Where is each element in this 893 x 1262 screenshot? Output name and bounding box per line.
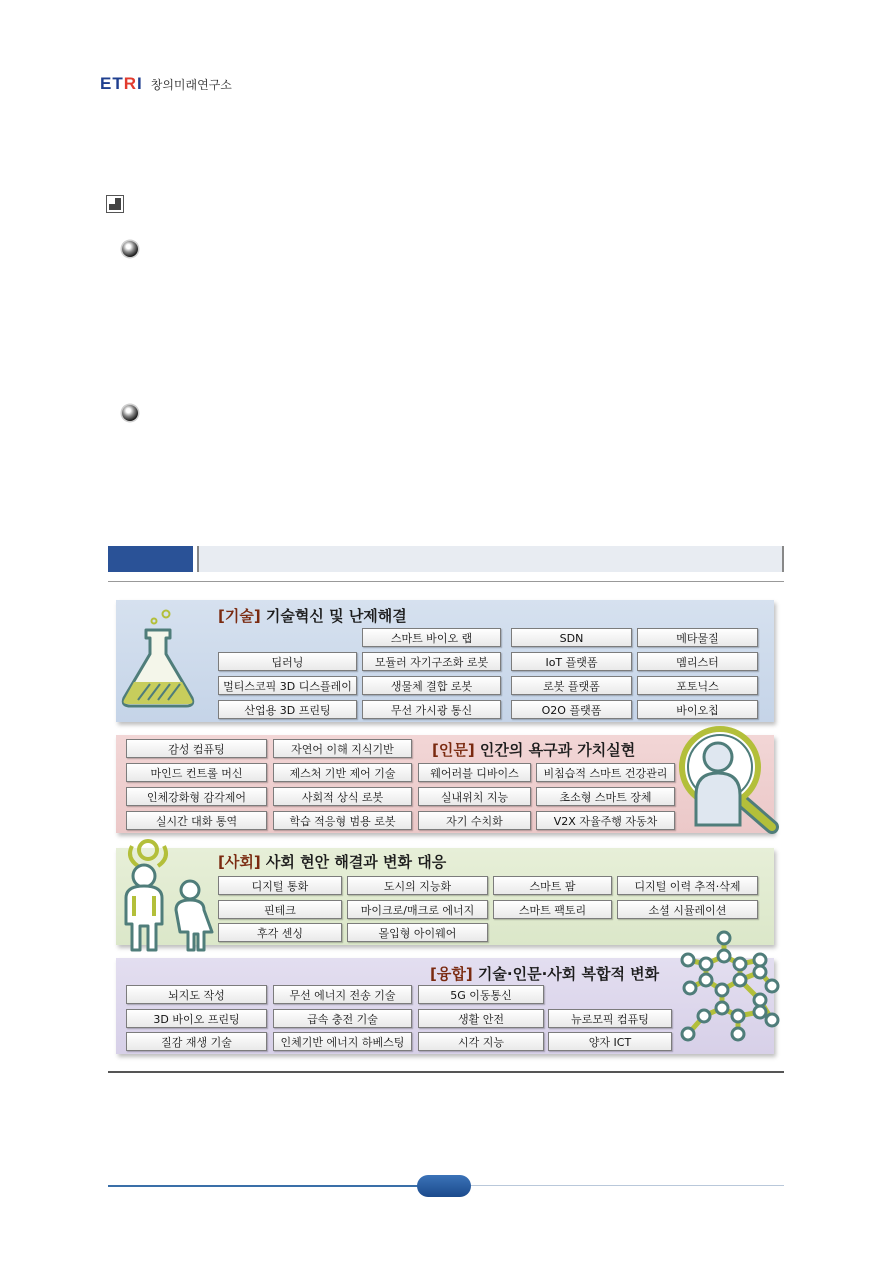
keyword-box: 실시간 대화 통역 [126, 811, 267, 830]
society-panel-title: [사회] 사회 현안 해결과 변화 대응 [218, 853, 447, 871]
keyword-box: 질감 재생 기술 [126, 1032, 267, 1051]
figure-bottom-rule [108, 1071, 784, 1073]
humanities-panel-title: [인문] 인간의 욕구과 가치실현 [432, 741, 636, 759]
keyword-box: 모듈러 자기구조화 로봇 [362, 652, 501, 671]
magnifier-person-icon [672, 723, 782, 835]
keyword-box: 마이크로/매크로 에너지 [347, 900, 488, 919]
logo-mark: ETRI [100, 74, 143, 93]
keyword-box: 산업용 3D 프린팅 [218, 700, 357, 719]
flask-icon [116, 608, 200, 712]
keyword-box: 로봇 플랫폼 [511, 676, 632, 695]
keyword-box: 제스처 기반 제어 기술 [273, 763, 412, 782]
keyword-box: 스마트 바이오 랩 [362, 628, 501, 647]
keyword-box: 감성 컴퓨팅 [126, 739, 267, 758]
keyword-box: 무선 에너지 전송 기술 [273, 985, 412, 1004]
keyword-box: 멀티스코픽 3D 디스플레이 [218, 676, 357, 695]
page-number-badge [417, 1175, 471, 1197]
keyword-box: 포토닉스 [637, 676, 758, 695]
footer-line-left [108, 1185, 420, 1187]
keyword-box: 뇌지도 작성 [126, 985, 267, 1004]
family-icon [118, 838, 218, 954]
keyword-box: 스마트 팩토리 [493, 900, 612, 919]
keyword-box: 핀테크 [218, 900, 342, 919]
square-bullet-icon [106, 195, 124, 213]
keyword-box: 무선 가시광 통신 [362, 700, 501, 719]
keyword-box: 디지털 이력 추적·삭제 [617, 876, 758, 895]
keyword-box: 멤리스터 [637, 652, 758, 671]
ball-bullet-icon [122, 405, 138, 421]
keyword-box: IoT 플랫폼 [511, 652, 632, 671]
keyword-box: 사회적 상식 로봇 [273, 787, 412, 806]
keyword-box: 3D 바이오 프린팅 [126, 1009, 267, 1028]
keyword-box: 디지털 통화 [218, 876, 342, 895]
keyword-box: 메타물질 [637, 628, 758, 647]
keyword-box: 웨어러블 디바이스 [418, 763, 531, 782]
keyword-box: 스마트 팜 [493, 876, 612, 895]
keyword-box: 인체기반 에너지 하베스팅 [273, 1032, 412, 1051]
keyword-box: 도시의 지능화 [347, 876, 488, 895]
footer-line-right [468, 1185, 784, 1186]
keyword-box: 실내위치 지능 [418, 787, 531, 806]
keyword-box: 자기 수치화 [418, 811, 531, 830]
keyword-box: O2O 플랫폼 [511, 700, 632, 719]
keyword-box: 소셜 시뮬레이션 [617, 900, 758, 919]
keyword-box: SDN [511, 628, 632, 647]
etri-logo [100, 74, 232, 94]
keyword-box: 시각 지능 [418, 1032, 544, 1051]
figure-caption-field [197, 546, 784, 572]
keyword-box: 학습 적응형 범용 로봇 [273, 811, 412, 830]
keyword-box: 자연어 이해 지식기반 [273, 739, 412, 758]
keyword-box: 인체강화형 감각제어 [126, 787, 267, 806]
network-icon [676, 930, 782, 1052]
tech-panel-title: [기술] 기술혁신 및 난제해결 [218, 607, 407, 625]
figure-top-rule [108, 581, 784, 582]
keyword-box: 5G 이동통신 [418, 985, 544, 1004]
keyword-box: 초소형 스마트 장체 [536, 787, 675, 806]
keyword-box: 딥러닝 [218, 652, 357, 671]
keyword-box: 생물체 결합 로봇 [362, 676, 501, 695]
keyword-box: 바이오칩 [637, 700, 758, 719]
keyword-box: 뉴로모픽 컴퓨팅 [548, 1009, 672, 1028]
keyword-box: 양자 ICT [548, 1032, 672, 1051]
keyword-box: 후각 센싱 [218, 923, 342, 942]
figure-caption-tab [108, 546, 193, 572]
keyword-box: 비침습적 스마트 건강관리 [536, 763, 675, 782]
logo-text: 창의미래연구소 [150, 77, 232, 92]
figure-caption-bar [108, 546, 784, 572]
keyword-box: 생활 안전 [418, 1009, 544, 1028]
ball-bullet-icon [122, 241, 138, 257]
keyword-box: 마인드 컨트롤 머신 [126, 763, 267, 782]
keyword-box: V2X 자율주행 자동차 [536, 811, 675, 830]
keyword-box: 몰입형 아이웨어 [347, 923, 488, 942]
convergence-panel-title: [융합] 기술·인문·사회 복합적 변화 [430, 965, 660, 983]
keyword-box: 급속 충전 기술 [273, 1009, 412, 1028]
